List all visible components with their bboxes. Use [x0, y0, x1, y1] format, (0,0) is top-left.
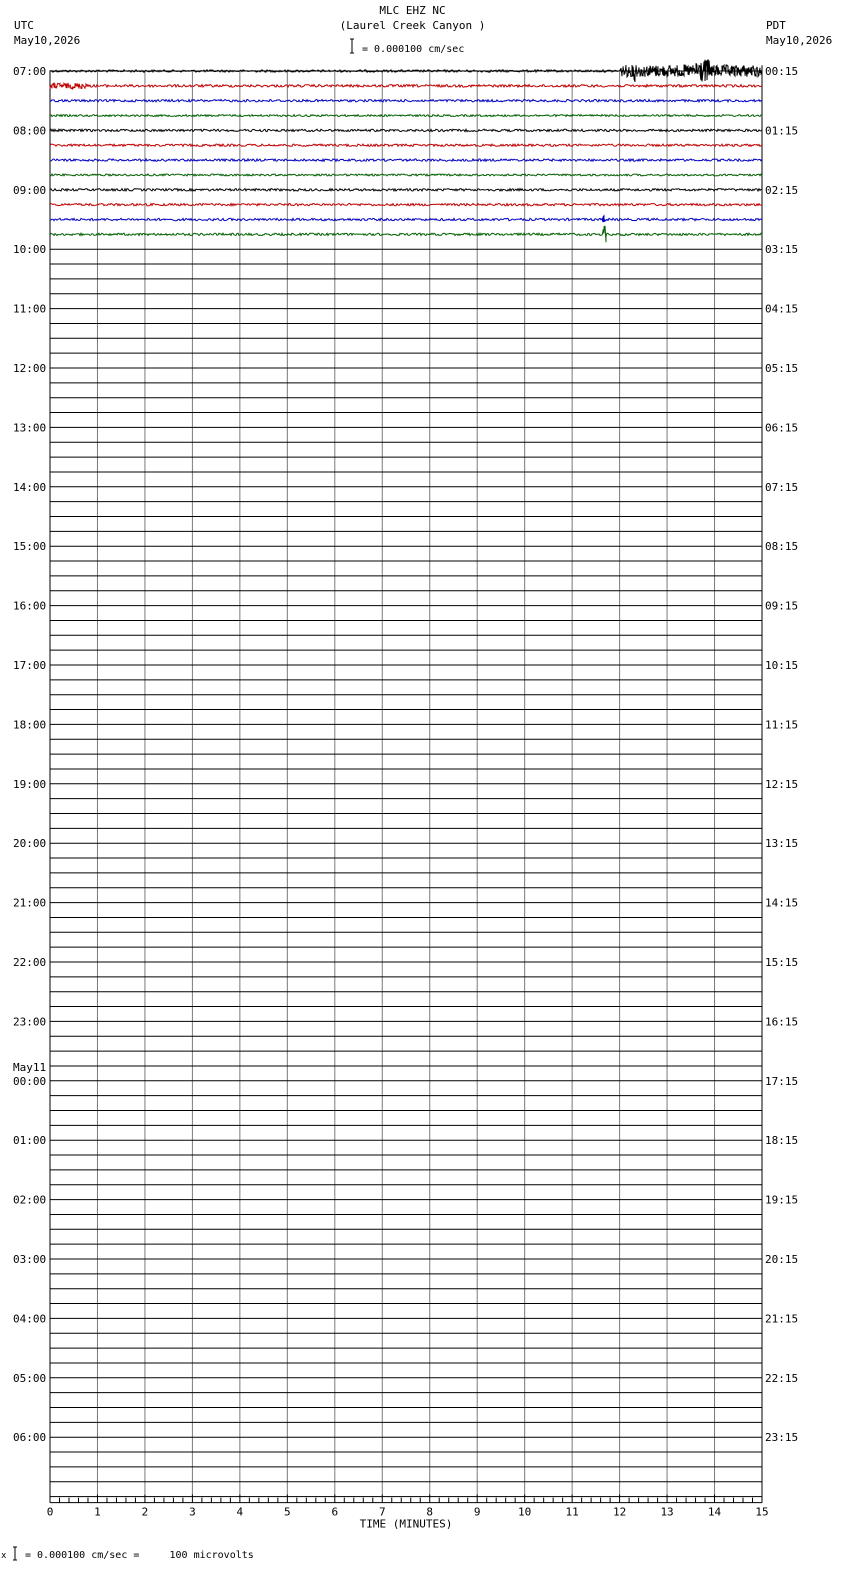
x-tick-label: 11	[565, 1505, 579, 1519]
pdt-hour-label: 23:15	[765, 1431, 799, 1445]
seismic-trace	[50, 216, 762, 222]
x-tick-label: 8	[426, 1505, 434, 1519]
seismic-trace	[50, 129, 762, 131]
pdt-hour-label: 16:15	[765, 1015, 799, 1029]
pdt-hour-label: 15:15	[765, 956, 799, 969]
utc-hour-label: 06:00	[13, 1431, 47, 1445]
x-tick-label: 1	[94, 1505, 101, 1519]
seismic-trace	[50, 226, 762, 242]
pdt-hour-label: 04:15	[765, 302, 799, 316]
x-tick-label: 7	[378, 1505, 386, 1519]
utc-hour-label: 13:00	[13, 421, 47, 435]
right-date: May10,2026	[766, 34, 833, 47]
utc-hour-label: 12:00	[13, 362, 47, 375]
pdt-hour-label: 12:15	[765, 777, 799, 791]
utc-hour-label: 15:00	[13, 540, 47, 554]
x-tick-label: 4	[236, 1505, 244, 1519]
utc-hour-label: 17:00	[13, 659, 47, 672]
seismic-trace	[50, 144, 762, 146]
left-timezone: UTC	[14, 19, 34, 32]
seismic-trace	[50, 174, 762, 176]
utc-date-change-label: May11	[13, 1060, 47, 1074]
utc-hour-label: 04:00	[13, 1312, 47, 1326]
pdt-hour-label: 07:15	[765, 480, 799, 494]
utc-hour-label: 22:00	[13, 956, 47, 969]
utc-hour-label: 23:00	[13, 1015, 47, 1029]
pdt-hour-label: 01:15	[765, 124, 799, 138]
pdt-hour-label: 00:15	[765, 65, 799, 78]
footer-marker: x	[1, 1551, 7, 1561]
station-location: (Laurel Creek Canyon )	[339, 19, 486, 32]
pdt-hour-label: 14:15	[765, 896, 799, 910]
seismic-trace	[50, 83, 762, 89]
x-tick-label: 14	[707, 1505, 722, 1519]
header-scale-text: = 0.000100 cm/sec	[362, 44, 465, 55]
pdt-hour-label: 22:15	[765, 1371, 799, 1385]
utc-hour-label: 10:00	[13, 243, 47, 257]
pdt-hour-label: 02:15	[765, 183, 799, 197]
x-tick-label: 12	[612, 1505, 627, 1519]
x-tick-label: 15	[755, 1505, 769, 1519]
seismic-trace	[50, 100, 762, 102]
x-tick-label: 13	[660, 1505, 674, 1519]
utc-hour-label: 11:00	[13, 302, 47, 316]
utc-hour-label: 07:00	[13, 65, 47, 78]
x-tick-label: 5	[284, 1505, 291, 1519]
pdt-hour-label: 08:15	[765, 540, 799, 554]
pdt-hour-label: 13:15	[765, 837, 799, 851]
pdt-hour-label: 21:15	[765, 1312, 799, 1326]
utc-hour-label: 02:00	[13, 1193, 47, 1207]
x-tick-label: 3	[189, 1505, 196, 1519]
seismic-trace	[50, 189, 762, 191]
pdt-hour-label: 09:15	[765, 599, 799, 613]
left-date: May10,2026	[14, 34, 81, 47]
pdt-hour-label: 19:15	[765, 1193, 799, 1207]
footer-scale-text: = 0.000100 cm/sec = 100 microvolts	[25, 1550, 254, 1561]
utc-hour-label: 05:00	[13, 1371, 47, 1385]
station-title: MLC EHZ NC	[379, 4, 446, 17]
utc-hour-label: 14:00	[13, 480, 47, 494]
pdt-hour-label: 03:15	[765, 243, 799, 257]
pdt-hour-label: 18:15	[765, 1134, 799, 1148]
utc-hour-label: 21:00	[13, 896, 47, 910]
pdt-hour-label: 10:15	[765, 659, 799, 672]
x-tick-label: 10	[518, 1505, 532, 1519]
utc-hour-label: 09:00	[13, 183, 47, 197]
seismic-trace	[50, 159, 762, 161]
x-tick-label: 0	[46, 1505, 54, 1519]
utc-hour-label: 00:00	[13, 1074, 47, 1088]
x-tick-label: 9	[473, 1505, 481, 1519]
utc-hour-label: 01:00	[13, 1134, 47, 1148]
utc-hour-label: 08:00	[13, 124, 47, 138]
utc-hour-label: 20:00	[13, 837, 47, 851]
pdt-hour-label: 20:15	[765, 1253, 799, 1266]
seismic-trace	[50, 204, 762, 206]
utc-hour-label: 18:00	[13, 718, 47, 732]
pdt-hour-label: 06:15	[765, 421, 799, 435]
x-axis-title: TIME (MINUTES)	[359, 1517, 453, 1531]
pdt-hour-label: 11:15	[765, 718, 799, 732]
seismic-trace	[50, 115, 762, 117]
x-tick-label: 2	[141, 1505, 149, 1519]
utc-hour-label: 03:00	[13, 1253, 47, 1266]
utc-hour-label: 19:00	[13, 777, 47, 791]
pdt-hour-label: 05:15	[765, 362, 799, 375]
right-timezone: PDT	[766, 19, 786, 32]
utc-hour-label: 16:00	[13, 599, 47, 613]
x-tick-label: 6	[331, 1505, 339, 1519]
pdt-hour-label: 17:15	[765, 1074, 799, 1088]
